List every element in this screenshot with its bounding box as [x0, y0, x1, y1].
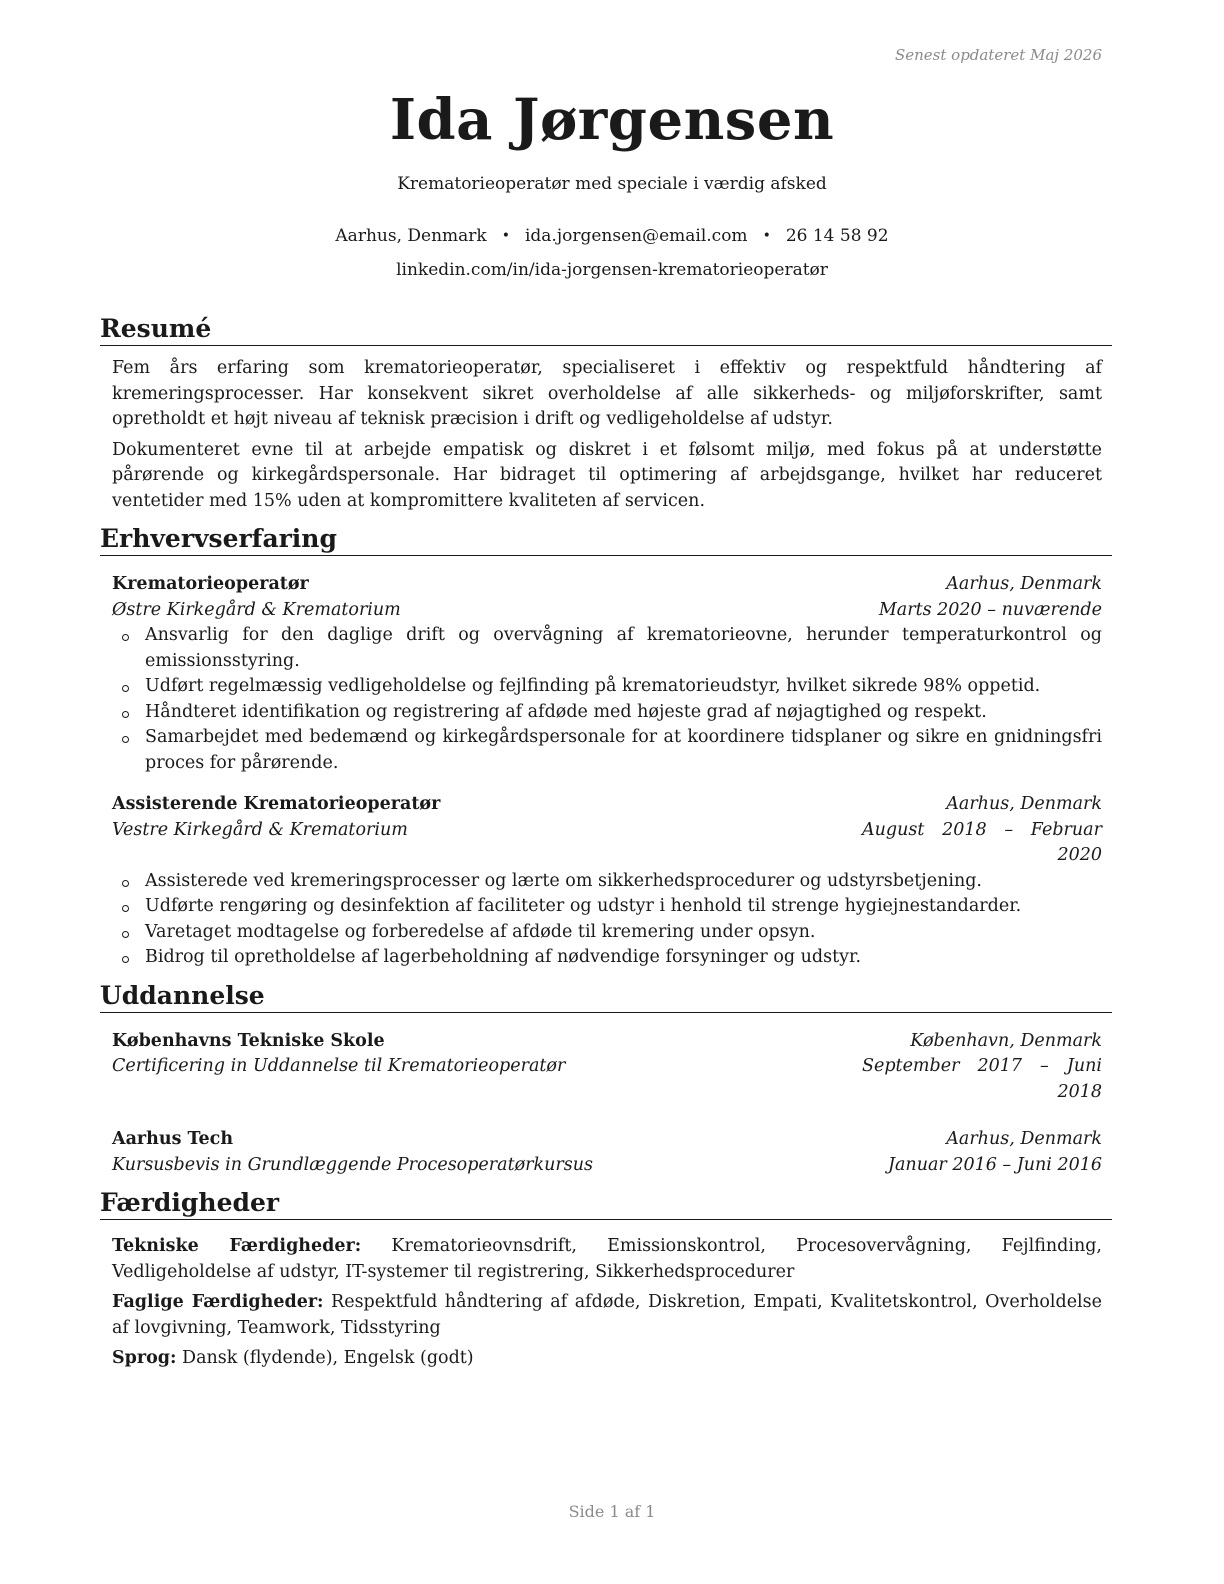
degree-name: Kursusbevis in Grundlæggende Procesoperatørkursus — [112, 1154, 593, 1175]
contact-linkedin[interactable]: linkedin.com/in/ida-jorgensen-krematorieoperatør — [396, 260, 828, 280]
job-dates: August 2018 – Februar 2020 — [862, 819, 1102, 865]
contact-email[interactable]: ida.jorgensen@email.com — [524, 226, 748, 246]
page-footer: Side 1 af 1 — [568, 1502, 656, 1521]
summary-section — [100, 312, 1112, 514]
job-bullet: Bidrog til opretholdelse af lagerbeholdning af nødvendige forsyninger og udstyr. — [112, 945, 1102, 971]
summary-paragraph: Fem års erfaring som krematorieoperatør, specialiseret i effektiv og respektfuld håndtering af kremeringsprocesser. Har konsekvent sikret overholdelse af alle sikkerheds- og miljøforskrifter, samt opretholdt et højt niveau af teknisk præcision i drift og vedligeholdelse af udstyr. — [112, 358, 1102, 429]
job-bullet: Varetaget modtagelse og forberedelse af afdøde til kremering under opsyn. — [112, 920, 1102, 946]
last-updated-note: Senest opdateret Maj 2026 — [894, 46, 1102, 64]
education-dates: September 2017 – Juni 2018 — [862, 1056, 1102, 1102]
job-dates: Marts 2020 – nuværende — [878, 599, 1102, 620]
job-bullet: Håndteret identifikation og registrering af afdøde med højeste grad af nøjagtighed og respekt. — [112, 700, 1102, 726]
skill-group-text: Dansk (flydende), Engelsk (godt) — [182, 1348, 474, 1368]
contact-location: Aarhus, Denmark — [335, 226, 487, 246]
degree-name: Certificering in Uddannelse til Krematorieoperatør — [112, 1056, 566, 1076]
section-title-experience: Erhvervserfaring — [100, 522, 1112, 556]
job-bullet: Assisterede ved kremeringsprocesser og lærte om sikkerhedsprocedurer og udstyrsbetjening. — [112, 869, 1102, 895]
job-employer: Vestre Kirkegård & Krematorium — [112, 819, 408, 840]
job-bullet: Udførte rengøring og desinfektion af faciliteter og udstyr i henhold til strenge hygiejnestandarder. — [112, 894, 1102, 920]
summary-paragraph: Dokumenteret evne til at arbejde empatisk og diskret i et følsomt miljø, med fokus på at understøtte pårørende og kirkegårdspersonale. Har bidraget til optimering af arbejdsgange, hvilket har reduceret ventetider med 15% uden at kompromittere kvaliteten af servicen. — [112, 439, 1102, 511]
section-title-education: Uddannelse — [100, 979, 1112, 1013]
job-bullet: Samarbejdet med bedemænd og kirkegårdspersonale for at koordinere tidsplaner og sikre en gnidningsfri proces for pårørende. — [112, 725, 1102, 776]
skill-group-label: Sprog: — [112, 1348, 177, 1368]
school-name: Københavns Tekniske Skole — [112, 1030, 385, 1051]
job-bullet: Ansvarlig for den daglige drift og overvågning af krematorieovne, herunder temperaturkontrol og emissionsstyring. — [112, 623, 1102, 674]
separator-dot: • — [501, 228, 510, 244]
education-section — [100, 979, 1112, 1179]
job-location: Aarhus, Denmark — [946, 794, 1102, 814]
resume-body — [100, 312, 1112, 1380]
contact-info — [0, 220, 1224, 287]
contact-line-1 — [0, 220, 1224, 254]
skill-group-text: Krematorieovnsdrift, Emissionskontrol, Procesovervågning, Fejlfinding, Vedligeholdelse af udstyr, IT-systemer til registrering, Sikkerhedsprocedurer — [112, 1236, 1102, 1282]
job-role: Assisterende Krematorieoperatør — [112, 794, 441, 814]
skills-section — [100, 1186, 1112, 1372]
skill-group — [112, 1346, 1102, 1372]
job-entry — [100, 556, 1112, 776]
skill-group — [112, 1234, 1102, 1285]
candidate-name: Ida Jørgensen — [389, 87, 835, 153]
school-name: Aarhus Tech — [112, 1129, 234, 1149]
job-role: Krematorieoperatør — [112, 574, 309, 594]
contact-phone: 26 14 58 92 — [785, 226, 889, 246]
education-dates: Januar 2016 – Juni 2016 — [887, 1154, 1102, 1175]
separator-dot: • — [762, 228, 771, 244]
job-location: Aarhus, Denmark — [946, 574, 1102, 594]
skill-group-text: Respektfuld håndtering af afdøde, Diskretion, Empati, Kvalitetskontrol, Overholdelse af lovgivning, Teamwork, Tidsstyring — [112, 1292, 1102, 1338]
section-title-skills: Færdigheder — [100, 1186, 1112, 1220]
resume-header — [0, 84, 1224, 287]
skill-group — [112, 1290, 1102, 1341]
job-bullet: Udført regelmæssig vedligeholdelse og fejlfinding på krematorieudstyr, hvilket sikrede 98% oppetid. — [112, 674, 1102, 700]
candidate-tagline: Krematorieoperatør med speciale i værdig afsked — [397, 174, 827, 194]
school-location: Aarhus, Denmark — [946, 1129, 1102, 1149]
school-location: København, Denmark — [910, 1030, 1102, 1051]
education-entry — [100, 1013, 1112, 1106]
experience-section — [100, 522, 1112, 971]
education-entry — [100, 1105, 1112, 1178]
section-title-summary: Resumé — [100, 312, 1112, 346]
job-entry — [100, 776, 1112, 971]
skill-group-label: Tekniske Færdigheder: — [112, 1236, 362, 1256]
skill-group-label: Faglige Færdigheder: — [112, 1292, 324, 1312]
job-employer: Østre Kirkegård & Krematorium — [112, 599, 401, 620]
